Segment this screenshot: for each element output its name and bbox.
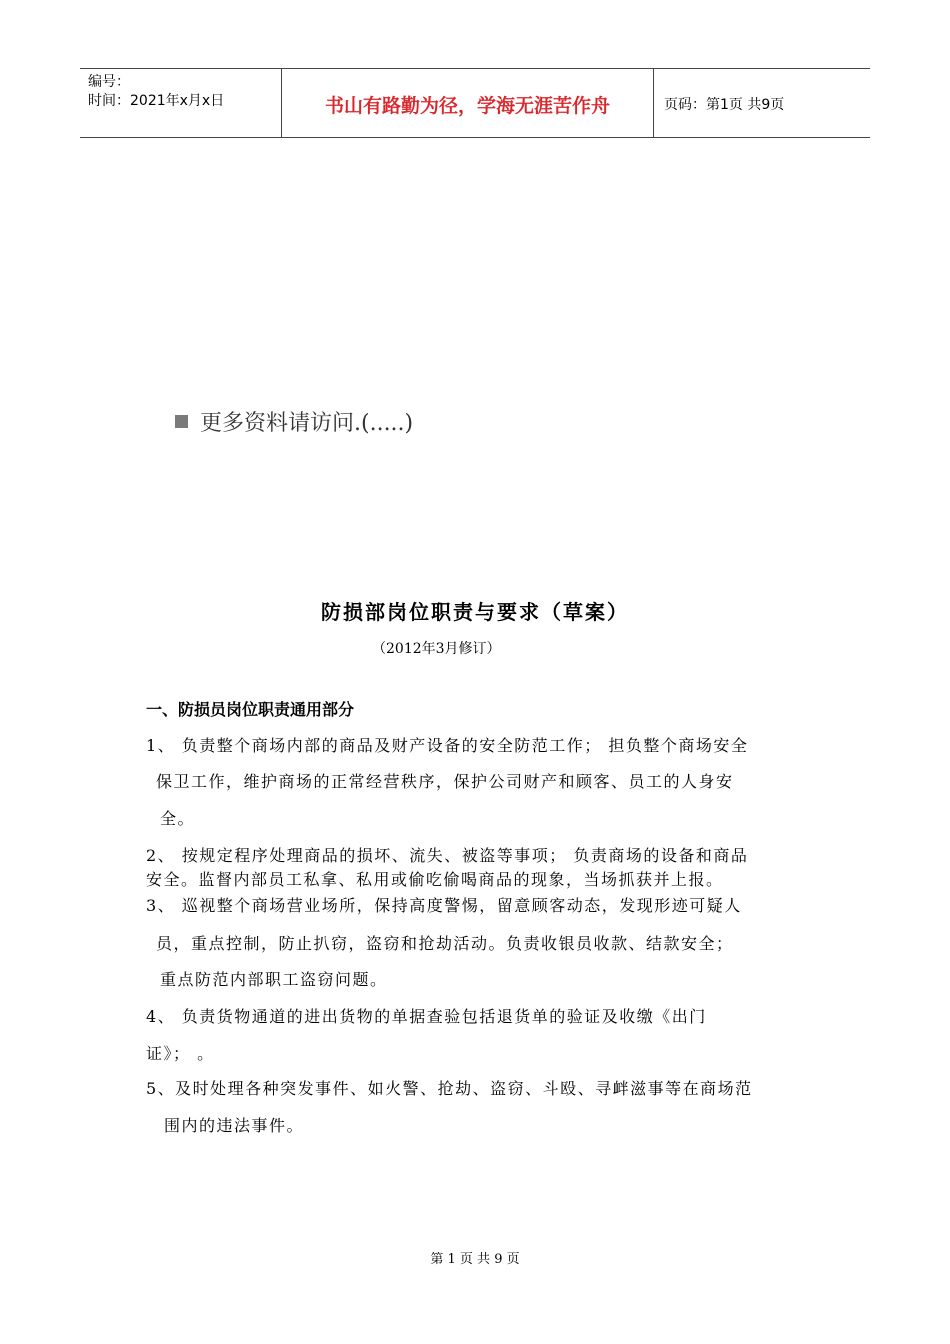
body-line: 5、及时处理各种突发事件、如火警、抢劫、盗窃、斗殴、寻衅滋事等在商场范 xyxy=(146,1079,753,1098)
body-line: 保卫工作，维护商场的正常经营秩序，保护公司财产和顾客、员工的人身安 xyxy=(156,772,734,791)
section-heading: 一、防损员岗位职责通用部分 xyxy=(146,700,355,719)
header-motto: 书山有路勤为径，学海无涯苦作舟 xyxy=(324,95,610,117)
body-line: 重点防范内部职工盗窃问题。 xyxy=(160,970,388,989)
header-page-info: 页码：第1页 共9页 xyxy=(664,97,785,113)
body-line: 2、 按规定程序处理商品的损坏、流失、被盗等事项； 负责商场的设备和商品 xyxy=(146,846,749,865)
notice-text: 更多资料请访问.(.....) xyxy=(200,411,414,436)
body-line: 证》； 。 xyxy=(146,1044,215,1063)
more-resources-notice xyxy=(175,406,413,437)
body-line: 4、 负责货物通道的进出货物的单据查验包括退货单的验证及收缴《出门 xyxy=(146,1007,707,1026)
body-line: 1、 负责整个商场内部的商品及财产设备的安全防范工作； 担负整个商场安全 xyxy=(146,736,749,755)
document-subtitle: （2012年3月修订） xyxy=(372,641,501,657)
page-footer: 第 1 页 共 9 页 xyxy=(430,1252,520,1267)
document-title: 防损部岗位职责与要求（草案） xyxy=(321,600,629,624)
body-line: 员，重点控制，防止扒窃，盗窃和抢劫活动。负责收银员收款、结款安全； xyxy=(156,934,734,953)
page-header xyxy=(80,68,870,138)
header-divider-right xyxy=(653,69,654,137)
body-line: 安全。监督内部员工私拿、私用或偷吃偷喝商品的现象，当场抓获并上报。 xyxy=(146,870,724,889)
header-time-label: 时间：2021年x月x日 xyxy=(88,93,225,109)
body-line: 全。 xyxy=(160,809,196,828)
header-meta xyxy=(88,73,224,111)
body-line: 围内的违法事件。 xyxy=(164,1116,305,1135)
square-bullet-icon xyxy=(175,415,188,428)
header-number-label: 编号： xyxy=(88,74,130,90)
body-line: 3、 巡视整个商场营业场所，保持高度警惕，留意顾客动态，发现形迹可疑人 xyxy=(146,896,742,915)
